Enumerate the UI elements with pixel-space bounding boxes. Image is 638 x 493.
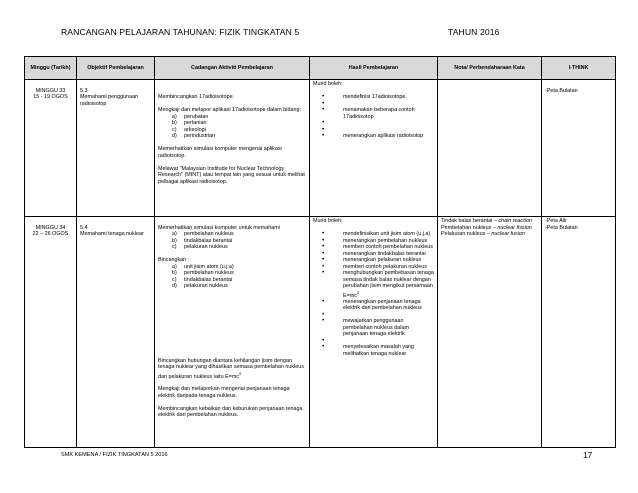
activity-text: Membincangkan 17adioisotope. <box>158 94 235 100</box>
list-item: • menghubungkan pembebasan tenaga semasa tindak balas nuklear dengan perubahan jisim mengikut persamaan $E=mc^2$ <box>313 270 434 299</box>
list-item: c) pelakuran nukleus <box>172 244 228 250</box>
activities-cell <box>155 80 310 217</box>
column-header-week: Minggu (Tarikh) <box>25 57 77 80</box>
list-item: d) pelakuran nukleus <box>172 283 228 289</box>
list-item: • menamakan beberapa contoh 17adioisotop <box>313 107 434 120</box>
activity-text: Memerhatikan simulasi komputer mengenai aplikasi radioisotop. <box>158 146 282 159</box>
objective-number: 5.4 <box>80 224 88 231</box>
activity-list <box>158 231 306 251</box>
ithink-item: -Peta Bulatan <box>545 224 578 231</box>
list-item: b) pertanian <box>172 120 207 126</box>
column-header-outcomes: Hasil Pembelajaran <box>310 57 438 80</box>
page-header <box>61 27 581 39</box>
outcome-intro: Murid boleh: <box>313 218 343 224</box>
objective-text: Memahami penggunaan radioisotop <box>80 94 139 107</box>
objective-cell <box>77 217 155 448</box>
list-item: b) pembelahan nukleus <box>172 270 234 276</box>
week-cell <box>25 217 77 448</box>
activity-text: Mengkaji dan melaporkan mengenai penjanaan tenaga elektrik daripada tenaga nukleus. <box>158 386 290 399</box>
outcomes-cell <box>310 217 438 448</box>
list-item: • memberi contoh pelakuran nukleus <box>313 264 434 271</box>
week-dates: 22 – 26 OGOS <box>32 231 69 237</box>
column-header-activities: Cadangan Aktiviti Pembelajaran <box>155 57 310 80</box>
list-item: d) perindustrian <box>172 133 216 139</box>
activity-text: Bincangkan hubungan diantara kehilangan jisim dengan tenaga nuklear yang dihasilkan semasa pembelahan nukleus dan pelakuran nukleus iaitu $E=mc^2$ <box>158 357 304 380</box>
outcome-intro: Murid boleh: <box>313 81 343 87</box>
column-header-notes: Nota/ Perbendaharaan Kata <box>438 57 542 80</box>
outcome-list <box>313 94 434 140</box>
ithink-cell <box>542 217 616 448</box>
list-item: • menerangkan tindakbalas berantai <box>313 251 434 258</box>
list-item: b) tindakbalas berantai <box>172 237 233 244</box>
activity-text: Melawat "Malaysian Institude for Nuclear Technology Research" (MINT) atau tempat lain yang sesuai untuk melihat pelbagai aplikasi radioisotop. <box>158 165 305 185</box>
list-item: a) pembelahan nukleus <box>172 231 234 237</box>
lesson-plan-table <box>24 56 616 448</box>
list-item: c) tindakbalas berantai <box>172 276 233 283</box>
notes-cell <box>438 80 542 217</box>
activity-list <box>158 114 306 140</box>
outcomes-cell <box>310 80 438 217</box>
list-item: • menerangkan pembelahan nukleus <box>313 238 434 245</box>
ithink-item: -Peta Bulatan <box>545 87 578 94</box>
table-row <box>25 80 616 217</box>
week-cell <box>25 80 77 217</box>
week-dates: 15 - 19 OGOS <box>33 94 68 100</box>
outcome-list <box>313 231 434 357</box>
list-item: • mendefinisi 17adioisotope. <box>313 94 434 101</box>
page-number: 17 <box>583 450 593 460</box>
objective-text: Memahami tenaga nuklear <box>80 231 144 237</box>
activity-text: Bincangkan : <box>158 257 190 263</box>
vocab-note: Pelakuran nukleus – nuclear fusion <box>441 231 525 237</box>
list-item: a) perubatan <box>172 113 209 120</box>
document-year: TAHUN 2016 <box>448 27 500 37</box>
list-item: • memberi contoh pembelahan nukleus <box>313 244 434 251</box>
vocab-note: Tindak balas berantai – chain reaction <box>441 218 532 224</box>
objective-cell <box>77 80 155 217</box>
objective-number: 5.3 <box>80 87 88 94</box>
ithink-item: -Peta Alir <box>545 218 567 224</box>
footer-school: SMK KEMENA / FIZIK TINGKATAN 5 2016 <box>61 452 168 458</box>
list-item: • mewajarkan penggunaan pembelahan nukleus dalam penjanaan tenaga elektrik <box>313 318 434 338</box>
ithink-cell <box>542 80 616 217</box>
activity-list <box>158 264 306 290</box>
list-item: • menerangkan pelakuran nukleus <box>313 257 434 264</box>
notes-cell <box>438 217 542 448</box>
list-item: c) arkeologi <box>172 126 206 133</box>
column-header-ithink: I-THINK <box>542 57 616 80</box>
column-header-objective: Objektif Pembelajaran <box>77 57 155 80</box>
week-label: MINGGU 33 <box>35 87 66 94</box>
week-label: MINGGU 34 <box>35 224 66 231</box>
table-row <box>25 217 616 448</box>
list-item: • mendefinisikan unit jisim atom (u.j.a) <box>313 231 434 238</box>
list-item: • menyelesaikan masalah yang melibatkan tenaga nuklear <box>313 344 434 357</box>
activities-cell <box>155 217 310 448</box>
list-item: • menerangkan penjanaan tenaga elektrik dari pembelahan nukleus <box>313 299 434 312</box>
document-title: RANCANGAN PELAJARAN TAHUNAN: FIZIK TINGKATAN 5 <box>61 27 300 37</box>
list-item: • menerangkan aplikasi radioisotop <box>313 133 434 140</box>
list-item: a) unit jisim atom (u.j.a) <box>172 263 234 270</box>
activity-text: Membincangkan kebaikan dan keburukan penjanaan tenaga elektrik dari pembelahan nukleus. <box>158 405 303 419</box>
vocab-note: Pembelahan nukleus – nuclear fission <box>441 224 532 231</box>
table-header-row <box>25 57 616 80</box>
activity-text: Memerhatikan simulasi komputer untuk memahami <box>158 224 280 231</box>
activity-text: Mengkaji dan melapor aplikasi 17adioisotope dalam bidang: <box>158 107 301 113</box>
